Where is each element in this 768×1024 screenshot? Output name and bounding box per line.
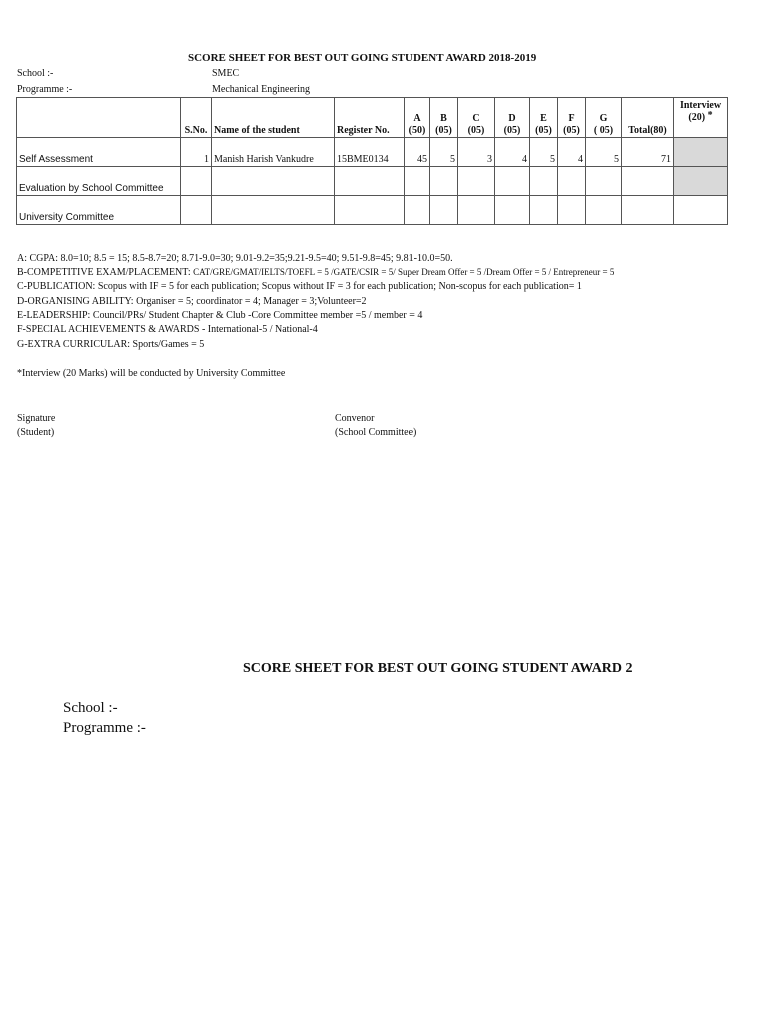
school-label: School :- (17, 68, 54, 79)
header-name: Name of the student (212, 98, 335, 138)
cell-interview (674, 196, 728, 225)
cell-register (335, 196, 405, 225)
header-d: D (05) (495, 98, 530, 138)
cell-sno (181, 196, 212, 225)
header-sno: S.No. (181, 98, 212, 138)
cell-name (212, 167, 335, 196)
cell-interview (674, 138, 728, 167)
header-total: Total(80) (622, 98, 674, 138)
cell-interview (674, 167, 728, 196)
interview-asterisk: * (707, 110, 713, 121)
signature-convenor-line2: (School Committee) (335, 427, 417, 438)
row-label: University Committee (17, 196, 181, 225)
cell-total (622, 167, 674, 196)
cell-f (558, 167, 586, 196)
cell-b (430, 167, 458, 196)
programme-label: Programme :- (17, 84, 73, 95)
cell-d: 4 (495, 138, 530, 167)
school-value: SMEC (212, 68, 240, 79)
cell-register: 15BME0134 (335, 138, 405, 167)
table-row (17, 196, 728, 225)
criteria-b: B-COMPETITIVE EXAM/PLACEMENT: CAT/GRE/GMAT/IELTS/TOEFL = 5 /GATE/CSIR = 5/ Super Dream Offer = 5 /Dream Offer = 5 / Entrepreneur = 5 (17, 267, 615, 278)
header-interview: Interview (20) * (674, 98, 728, 138)
header-blank (17, 98, 181, 138)
cell-register (335, 167, 405, 196)
criteria-c: C-PUBLICATION: Scopus with IF = 5 for each publication; Scopus without IF = 3 for each publication; Non-scopus for each publication= 1 (17, 281, 582, 292)
cell-b (430, 196, 458, 225)
cell-c: 3 (458, 138, 495, 167)
cell-c (458, 167, 495, 196)
cell-a (405, 196, 430, 225)
cell-e: 5 (530, 138, 558, 167)
cell-g: 5 (586, 138, 622, 167)
criteria-a: A: CGPA: 8.0=10; 8.5 = 15; 8.5-8.7=20; 8.71-9.0=30; 9.01-9.2=35;9.21-9.5=40; 9.51-9.8=45; 9.81-10.0=50. (17, 253, 453, 264)
cell-a: 45 (405, 138, 430, 167)
second-programme-label: Programme :- (63, 720, 146, 736)
cell-d (495, 196, 530, 225)
header-e: E (05) (530, 98, 558, 138)
cell-name (212, 196, 335, 225)
second-sheet-title: SCORE SHEET FOR BEST OUT GOING STUDENT AWARD 2 (243, 661, 633, 676)
criteria-d: D-ORGANISING ABILITY: Organiser = 5; coordinator = 4; Manager = 3;Volunteer=2 (17, 296, 367, 307)
header-register: Register No. (335, 98, 405, 138)
cell-name: Manish Harish Vankudre (212, 138, 335, 167)
cell-e (530, 167, 558, 196)
cell-b: 5 (430, 138, 458, 167)
table-row (17, 138, 728, 167)
cell-c (458, 196, 495, 225)
criteria-e: E-LEADERSHIP: Council/PRs/ Student Chapter & Club -Core Committee member =5 / member = 4 (17, 310, 423, 321)
header-f: F (05) (558, 98, 586, 138)
row-label: Evaluation by School Committee (17, 167, 181, 196)
cell-sno (181, 167, 212, 196)
signature-convenor-line1: Convenor (335, 413, 375, 424)
cell-g (586, 196, 622, 225)
interview-note: *Interview (20 Marks) will be conducted by University Committee (17, 368, 286, 379)
cell-e (530, 196, 558, 225)
cell-total (622, 196, 674, 225)
header-g: G ( 05) (586, 98, 622, 138)
header-b: B (05) (430, 98, 458, 138)
signature-student-line1: Signature (17, 413, 56, 424)
table-row (17, 167, 728, 196)
score-table (16, 97, 728, 225)
signature-student-line2: (Student) (17, 427, 55, 438)
sheet-title: SCORE SHEET FOR BEST OUT GOING STUDENT AWARD 2018-2019 (188, 52, 537, 64)
criteria-f: F-SPECIAL ACHIEVEMENTS & AWARDS - International-5 / National-4 (17, 324, 318, 335)
cell-d (495, 167, 530, 196)
cell-total: 71 (622, 138, 674, 167)
table-header-row (17, 98, 728, 138)
header-c: C (05) (458, 98, 495, 138)
header-a: A (50) (405, 98, 430, 138)
cell-f (558, 196, 586, 225)
cell-f: 4 (558, 138, 586, 167)
second-school-label: School :- (63, 700, 118, 716)
row-label: Self Assessment (17, 138, 181, 167)
cell-g (586, 167, 622, 196)
cell-sno: 1 (181, 138, 212, 167)
programme-value: Mechanical Engineering (212, 84, 311, 95)
cell-a (405, 167, 430, 196)
criteria-g: G-EXTRA CURRICULAR: Sports/Games = 5 (17, 339, 205, 350)
